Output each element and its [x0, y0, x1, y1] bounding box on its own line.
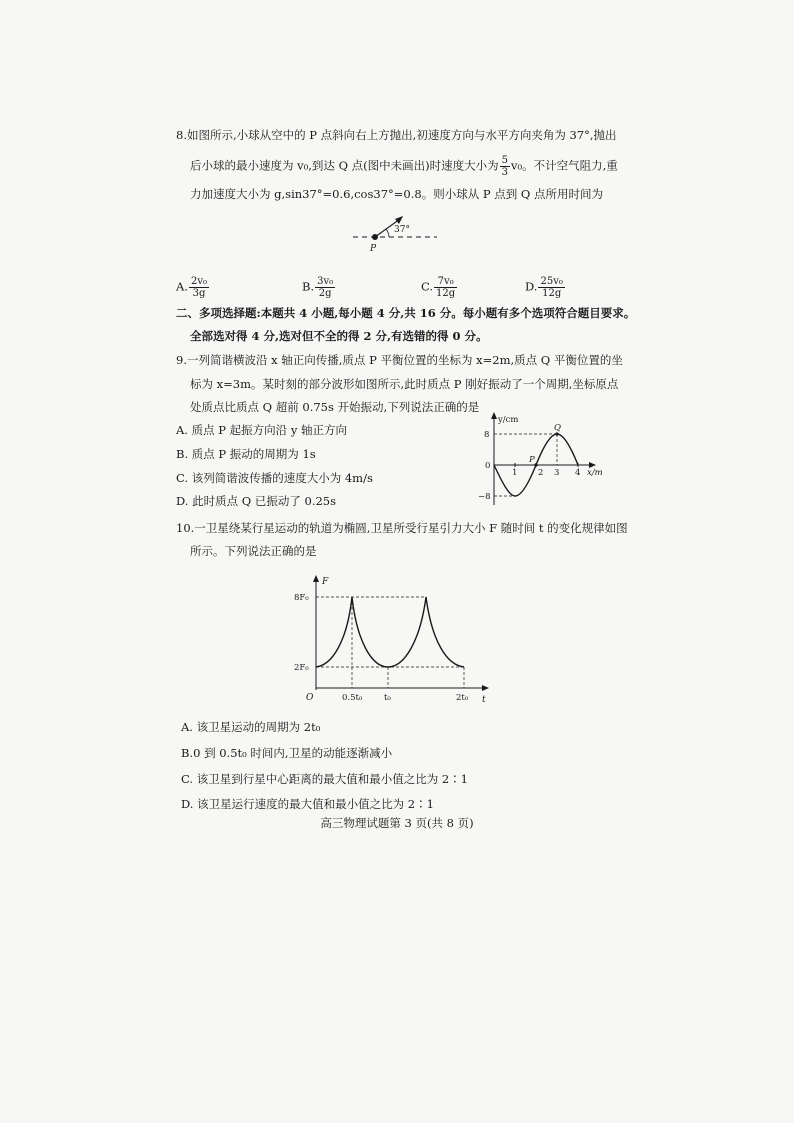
- q9-option-b: B. 质点 P 振动的周期为 1s: [176, 447, 316, 461]
- q8-option-a-letter: A.: [176, 279, 188, 294]
- q10-origin-label: O: [306, 693, 314, 703]
- q8-option-b: [302, 276, 336, 299]
- q8-option-d-frac: [538, 276, 564, 299]
- q10-x-tick-half-t0: 0.5t₀: [342, 693, 363, 703]
- q8-fraction-den: 3: [501, 167, 509, 178]
- q9-point-p: [534, 463, 537, 466]
- q8-option-b-num: 3v₀: [317, 276, 334, 287]
- q8-option-c-letter: C.: [421, 279, 434, 294]
- q8-option-c-den: 12g: [436, 288, 456, 299]
- q9-y-label: y/cm: [498, 415, 519, 425]
- q9-option-c: C. 该列简谐波传播的速度大小为 4m/s: [176, 471, 373, 485]
- q8-figure: [345, 210, 445, 260]
- page-footer: 高三物理试题第 3 页(共 8 页): [320, 816, 474, 830]
- q8-option-c: [421, 276, 458, 299]
- q8-line-2: [190, 155, 618, 178]
- q10-x-label: t: [482, 695, 486, 705]
- q10-x-tick-t0: t₀: [384, 693, 391, 703]
- q10-x-axis-arrow: [482, 685, 489, 691]
- q10-option-a: A. 该卫星运动的周期为 2t₀: [181, 720, 321, 734]
- q10-line-1: 10.一卫星绕某行星运动的轨道为椭圆,卫星所受行星引力大小 F 随时间 t 的变化规律如图: [176, 521, 628, 535]
- q9-y-top-label: 8: [484, 430, 490, 440]
- q9-line-3: 处质点比质点 Q 超前 0.75s 开始振动,下列说法正确的是: [190, 400, 480, 414]
- q8-line-3: 力加速度大小为 g,sin37°=0.6,cos37°=0.8。则小球从 P 点到 Q 点所用时间为: [190, 187, 603, 201]
- q10-line-2: 所示。下列说法正确的是: [190, 544, 317, 558]
- q8-option-b-den: 2g: [318, 288, 332, 299]
- q8-fraction: [500, 155, 510, 178]
- q8-option-a-num: 2v₀: [190, 276, 207, 287]
- section-2-line-1: 二、多项选择题:本题共 4 小题,每小题 4 分,共 16 分。每小题有多个选项符合题目要求。: [176, 306, 636, 320]
- q10-force-graph: [292, 572, 492, 707]
- q9-x-tick-4: 4: [575, 468, 581, 478]
- q8-point-label: P: [370, 244, 377, 254]
- q10-y-label: F: [322, 577, 329, 587]
- q9-x-tick-3: 3: [554, 468, 560, 478]
- q10-y-low-label: 2F₀: [294, 663, 309, 673]
- q10-option-d: D. 该卫星运行速度的最大值和最小值之比为 2∶1: [181, 797, 434, 811]
- q8-option-c-num: 7v₀: [434, 276, 457, 288]
- q10-y-high-label: 8F₀: [294, 593, 309, 603]
- q8-option-d-letter: D.: [525, 279, 538, 294]
- q8-arrow-head: [395, 216, 403, 224]
- q10-option-b: B.0 到 0.5t₀ 时间内,卫星的动能逐渐减小: [181, 746, 393, 760]
- q8-option-a-frac: [189, 276, 209, 299]
- q9-origin-label: 0: [485, 461, 491, 471]
- section-2-line-2: 全部选对得 4 分,选对但不全的得 2 分,有选错的得 0 分。: [190, 329, 488, 343]
- q8-option-b-frac: [315, 276, 335, 299]
- q9-option-a: A. 质点 P 起振方向沿 y 轴正方向: [176, 423, 347, 437]
- q8-angle-label: 37°: [394, 225, 410, 235]
- q8-angle-arc: [386, 229, 389, 237]
- q10-force-curve: [316, 597, 464, 667]
- q9-x-label: x/m: [587, 468, 603, 478]
- q8-line-2-start: 后小球的最小速度为 v₀,到达 Q 点(图中未画出)时速度大小为: [190, 158, 499, 173]
- q8-option-d-num: 25v₀: [540, 276, 563, 287]
- q9-x-tick-1: 1: [512, 468, 518, 478]
- q9-x-tick-2: 2: [538, 468, 544, 478]
- q9-label-q: Q: [554, 423, 561, 433]
- q9-wave-graph: [474, 410, 614, 510]
- q10-y-axis-arrow: [313, 575, 319, 582]
- q9-y-bottom-label: −8: [478, 492, 491, 502]
- q10-x-tick-2t0: 2t₀: [456, 693, 469, 703]
- q8-option-b-letter: B.: [302, 279, 315, 294]
- q8-point-p: [372, 234, 378, 240]
- q8-option-c-frac: [434, 276, 457, 299]
- q8-fraction-num: 5: [501, 155, 509, 166]
- q9-line-2: 标为 x=3m。某时刻的部分波形如图所示,此时质点 P 刚好振动了一个周期,坐标原点: [190, 377, 619, 391]
- q8-line-1: 8.如图所示,小球从空中的 P 点斜向右上方抛出,初速度方向与水平方向夹角为 37°,抛出: [176, 128, 617, 142]
- q8-option-d-den: 12g: [542, 288, 562, 299]
- q9-y-axis-arrow: [491, 412, 497, 419]
- q8-option-a: [176, 276, 210, 299]
- q8-option-a-den: 3g: [192, 288, 206, 299]
- q9-option-d: D. 此时质点 Q 已振动了 0.25s: [176, 494, 337, 508]
- q9-line-1: 9.一列简谐横波沿 x 轴正向传播,质点 P 平衡位置的坐标为 x=2m,质点 Q 平衡位置的坐: [176, 353, 623, 367]
- q8-line-2-end: v₀。不计空气阻力,重: [511, 158, 618, 173]
- q9-label-p: P: [529, 455, 535, 465]
- q8-option-d: [525, 276, 566, 299]
- q10-option-c: C. 该卫星到行星中心距离的最大值和最小值之比为 2∶1: [181, 772, 468, 786]
